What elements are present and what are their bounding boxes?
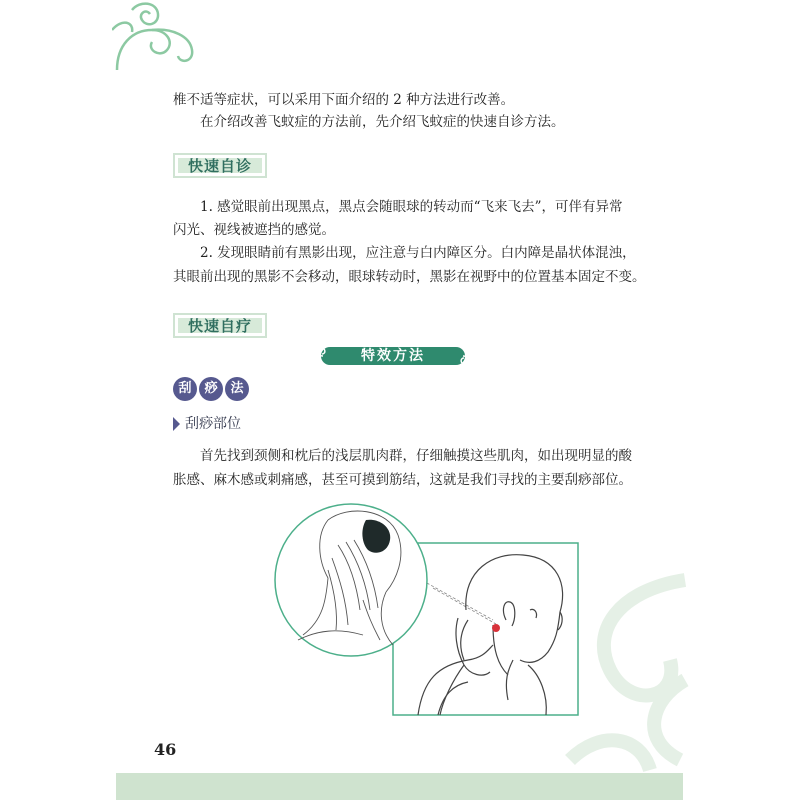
body-paragraph-line1: 首先找到颈侧和枕后的浅层肌肉群，仔细触摸这些肌肉，如出现明显的酸 — [200, 448, 632, 464]
anatomy-inset-circle — [275, 504, 427, 656]
acupoint-marker — [492, 624, 500, 632]
ribbon-title: 特效方法 — [361, 348, 425, 364]
triangle-marker-icon — [173, 417, 180, 431]
diagnosis-item-1-line1: 1. 感觉眼前出现黑点，黑点会随眼球的转动而“飞来飞去”，可伴有异常 — [200, 199, 623, 215]
footer-bar — [116, 773, 683, 800]
section-title: 快速自诊 — [178, 158, 262, 173]
intro-paragraph-line2: 在介绍改善飞蚊症的方法前，先介绍飞蚊症的快速自诊方法。 — [200, 114, 565, 130]
diagnosis-item-2-line1: 2. 发现眼睛前有黑影出现，应注意与白内障区分。白内障是晶状体混浊， — [200, 245, 636, 261]
subheading-text: 刮痧部位 — [185, 416, 241, 432]
diagnosis-item-2-line2: 其眼前出现的黑影不会移动，眼球转动时，黑影在视野中的位置基本固定不变。 — [173, 269, 646, 285]
method-char-2: 痧 — [199, 377, 223, 401]
section-title: 快速自疗 — [178, 318, 262, 333]
cloud-ornament-top — [112, 0, 202, 72]
neck-scraping-illustration — [268, 500, 583, 725]
page-number: 46 — [154, 740, 177, 759]
section-label-quick-therapy — [173, 313, 267, 338]
method-char-1: 刮 — [173, 377, 197, 401]
body-paragraph-line2: 胀感、麻木感或刺痛感，甚至可摸到筋结，这就是我们寻找的主要刮痧部位。 — [173, 472, 632, 488]
diagnosis-item-1-line2: 闪光、视线被遮挡的感觉。 — [173, 222, 335, 238]
method-char-3: 法 — [225, 377, 249, 401]
method-ribbon — [313, 345, 473, 367]
intro-paragraph-line1: 椎不适等症状，可以采用下面介绍的 2 种方法进行改善。 — [173, 92, 515, 108]
section-label-quick-diagnosis — [173, 153, 267, 178]
